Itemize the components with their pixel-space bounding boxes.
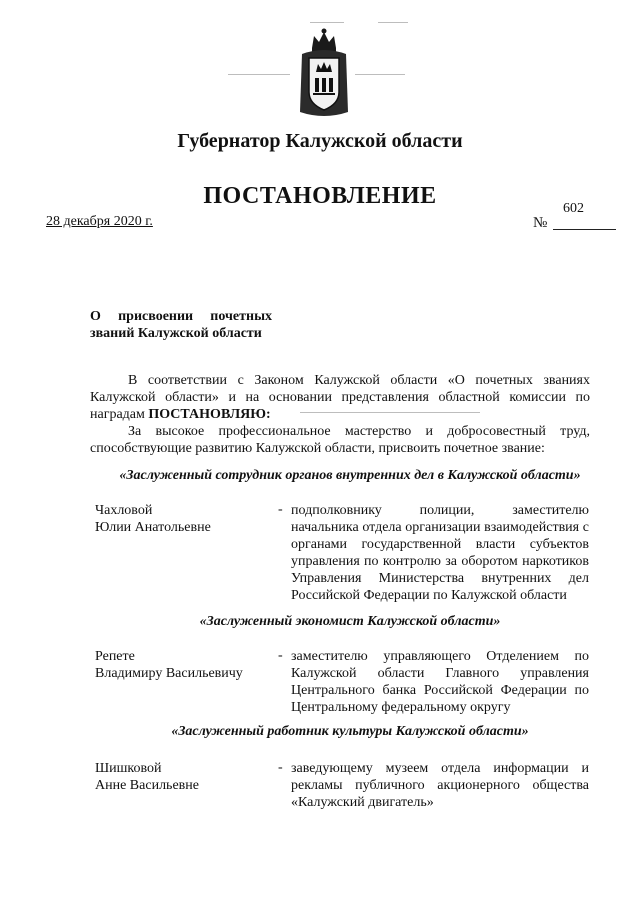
awardee-name — [95, 502, 285, 536]
preamble-paragraph-1 — [90, 372, 590, 423]
awardee-name — [95, 648, 285, 682]
entry-dash: - — [278, 760, 283, 775]
awardee-given-names: Юлии Анатольевне — [95, 520, 211, 535]
document-type-heading: ПОСТАНОВЛЕНИЕ — [203, 183, 437, 209]
scan-artifact — [228, 74, 290, 75]
subject-line-1: О присвоении почетных — [90, 309, 272, 324]
document-number: 602 — [563, 201, 584, 216]
awardee-surname: Чахловой — [95, 503, 153, 518]
award-title: «Заслуженный сотрудник органов внутренних дел в Калужской области» — [119, 468, 581, 483]
awardee-surname: Репете — [95, 649, 135, 664]
award-title: «Заслуженный экономист Калужской области» — [199, 614, 501, 629]
entry-dash: - — [278, 502, 283, 517]
number-underline — [553, 229, 616, 230]
scan-artifact — [378, 22, 408, 23]
coat-of-arms-emblem — [298, 28, 350, 120]
entry-dash: - — [278, 648, 283, 663]
decree-word: ПОСТАНОВЛЯЮ: — [148, 407, 271, 422]
awardee-position: заведующему музеем отдела информации и рекламы публичного акционерного общества «Калужский двигатель» — [291, 761, 589, 810]
subject-line-2: званий Калужской области — [90, 326, 262, 341]
document-date: 28 декабря 2020 г. — [46, 214, 153, 229]
scan-artifact — [355, 74, 405, 75]
awardee-position: заместителю управляющего Отделением по Калужской области Главного управления Центрального банка Российской Федерации по Центральному федеральному округу — [291, 649, 589, 715]
preamble-text: В соответствии с Законом Калужской области «О почетных званиях Калужской области» и на основании представления областной комиссии по наградам — [90, 373, 590, 422]
scan-artifact — [310, 22, 344, 23]
preamble-paragraph-2: За высокое профессиональное мастерство и добросовестный труд, способствующие развитию Калужской области, присвоить почетное звание: — [90, 424, 590, 456]
awardee-given-names: Анне Васильевне — [95, 778, 199, 793]
awardee-surname: Шишковой — [95, 761, 162, 776]
document-subject — [90, 308, 272, 342]
awardee-position: подполковнику полиции, заместителю начальника отдела организации взаимодействия с органами государственной власти субъектов управления по контролю за оборотом наркотиков Управления Министерства внутренних дел Российской Федерации по Калужской области — [291, 503, 589, 603]
award-title: «Заслуженный работник культуры Калужской области» — [171, 724, 529, 739]
number-sign: № — [533, 215, 548, 231]
awardee-name — [95, 760, 285, 794]
governor-title: Губернатор Калужской области — [177, 130, 463, 152]
awardee-given-names: Владимиру Васильевичу — [95, 666, 243, 681]
